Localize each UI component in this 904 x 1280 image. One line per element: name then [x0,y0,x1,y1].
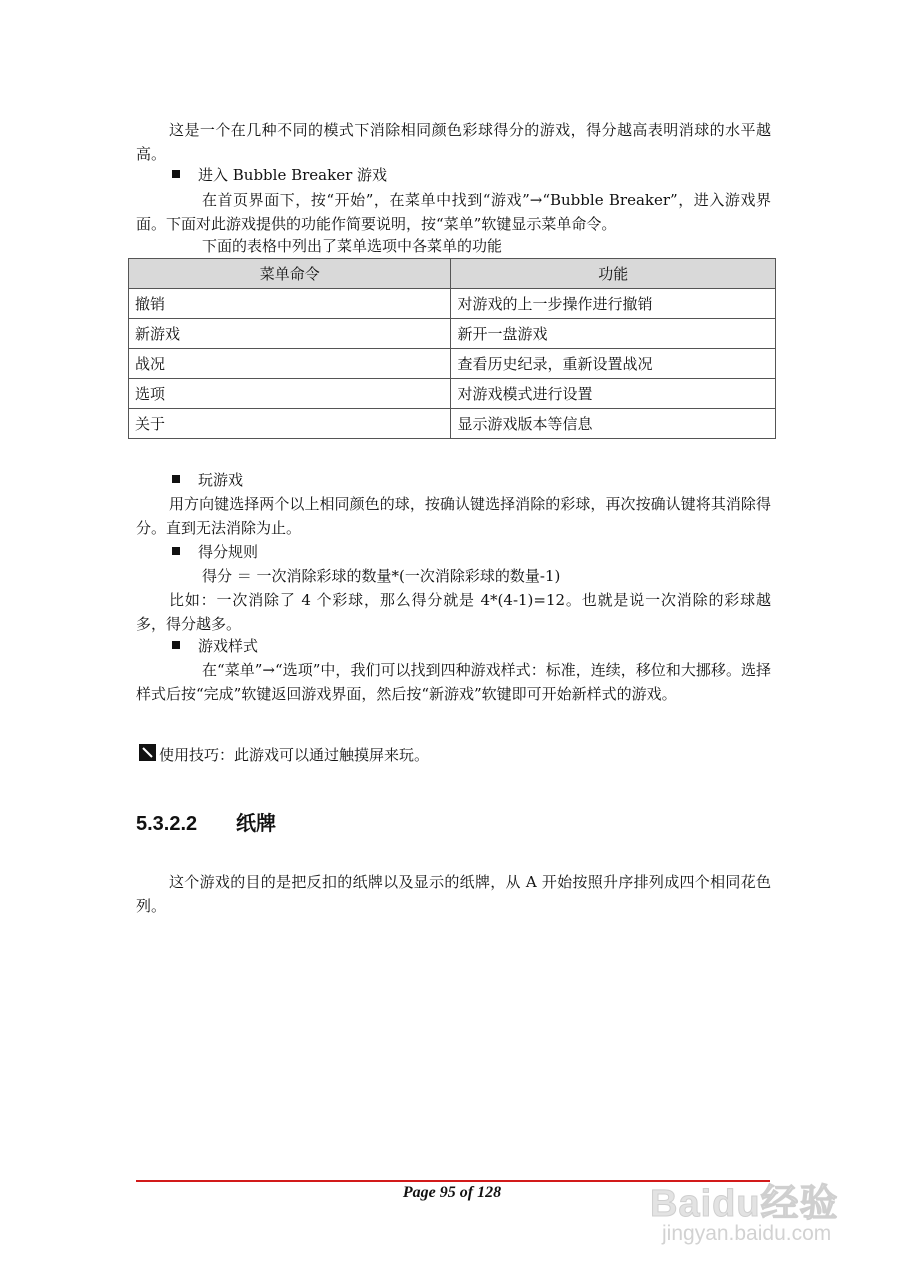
solitaire-intro-paragraph: 这个游戏的目的是把反扣的纸牌以及显示的纸牌，从 A 开始按照升序排列成四个相同花色列。 [136,873,771,915]
table-row [129,349,776,379]
table-row [129,379,776,409]
bullet-square-icon [172,547,180,555]
menu-function-table [128,258,776,439]
table-cell-command: 战况 [129,349,451,379]
table-row [129,319,776,349]
table-cell-command: 关于 [129,409,451,439]
bullet-square-icon [172,641,180,649]
table-cell-function: 新开一盘游戏 [451,319,776,349]
baidu-watermark-logo: Baidu经验 [650,1183,839,1225]
bullet-enter-title: 进入 Bubble Breaker 游戏 [198,166,388,184]
section-title: 纸牌 [236,813,276,835]
section-number: 5.3.2.2 [136,813,198,835]
table-cell-command: 新游戏 [129,319,451,349]
score-example: 比如：一次消除了 4 个彩球，那么得分就是 4*(4-1)=12。也就是说一次消除的彩球越多，得分越多。 [136,591,771,633]
bullet-square-icon [172,170,180,178]
bullet-game-style [172,634,258,658]
bullet-enter-game [172,163,387,187]
table-intro-paragraph: 下面的表格中列出了菜单选项中各菜单的功能 [202,237,503,255]
intro-paragraph: 这是一个在几种不同的模式下消除相同颜色彩球得分的游戏，得分越高表明消球的水平越高。 [136,121,771,163]
table-cell-function: 显示游戏版本等信息 [451,409,776,439]
page-number: Page 95 of 128 [402,1184,502,1201]
bullet-style-title: 游戏样式 [198,637,259,655]
table-cell-function: 对游戏的上一步操作进行撤销 [451,289,776,319]
table-header-command: 菜单命令 [129,259,451,289]
table-header-function: 功能 [451,259,776,289]
bullet-square-icon [172,475,180,483]
play-paragraph: 用方向键选择两个以上相同颜色的球，按确认键选择消除的彩球，再次按确认键将其消除得分。直到无法消除为止。 [136,495,771,537]
usage-tip: 使用技巧：此游戏可以通过触摸屏来玩。 [159,746,430,764]
pencil-tip-icon [139,744,156,761]
table-cell-command: 选项 [129,379,451,409]
table-row [129,289,776,319]
style-paragraph: 在“菜单”→“选项”中，我们可以找到四种游戏样式：标准，连续，移位和大挪移。选择样式后按“完成”软键返回游戏界面，然后按“新游戏”软键即可开始新样式的游戏。 [136,661,771,703]
score-formula: 得分 ＝ 一次消除彩球的数量*(一次消除彩球的数量-1) [202,567,561,585]
bullet-score-rules [172,540,258,564]
bullet-score-title: 得分规则 [198,543,259,561]
baidu-watermark-url: jingyan.baidu.com [662,1222,832,1245]
enter-paragraph: 在首页界面下，按“开始”，在菜单中找到“游戏”→“Bubble Breaker”，进入游戏界面。下面对此游戏提供的功能作简要说明，按“菜单”软键显示菜单命令。 [136,191,771,233]
table-row [129,409,776,439]
section-heading [136,810,276,838]
bullet-play-title: 玩游戏 [198,471,244,489]
table-cell-command: 撤销 [129,289,451,319]
table-header-row [129,259,776,289]
bullet-play-game [172,468,243,492]
table-cell-function: 对游戏模式进行设置 [451,379,776,409]
table-cell-function: 查看历史纪录，重新设置战况 [451,349,776,379]
